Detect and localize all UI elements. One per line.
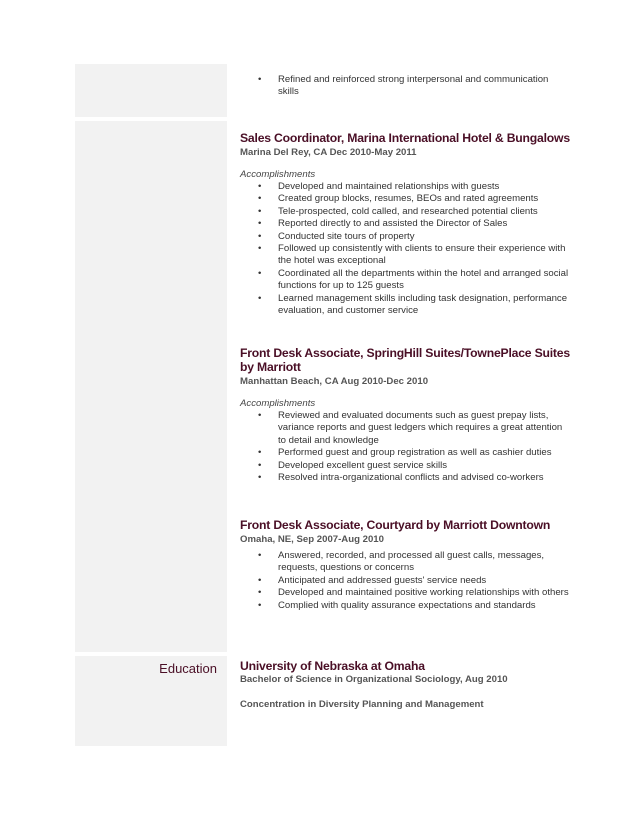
list-item: • Refined and reinforced strong interpersonal and communication skills	[258, 74, 549, 98]
list-item: • Answered, recorded, and processed all guest calls, messages, requests, questions or concerns	[258, 550, 545, 574]
bullet-list	[240, 410, 570, 484]
accomplishments-label: Accomplishments	[240, 169, 316, 180]
bullet-list	[240, 550, 570, 612]
list-item: • Tele-prospected, cold called, and researched potential clients	[258, 205, 538, 217]
job-entry	[240, 346, 570, 484]
list-item: • Anticipated and addressed guests' service needs	[258, 574, 487, 586]
job-title: Front Desk Associate, Courtyard by Marriott Downtown	[240, 518, 551, 532]
job-title: Sales Coordinator, Marina International Hotel & Bungalows	[240, 131, 570, 145]
bullet-list	[240, 74, 565, 99]
sidebar-block-education	[75, 656, 227, 746]
list-item: • Complied with quality assurance expectations and standards	[258, 599, 536, 611]
job-meta: Omaha, NE, Sep 2007-Aug 2010	[240, 534, 384, 545]
job-meta: Marina Del Rey, CA Dec 2010-May 2011	[240, 147, 417, 158]
list-item: • Created group blocks, resumes, BEOs and rated agreements	[258, 193, 539, 205]
list-item: • Developed excellent guest service skills	[258, 459, 448, 471]
sidebar-block	[75, 64, 227, 117]
degree: Bachelor of Science in Organizational Sociology, Aug 2010	[240, 674, 508, 685]
school-name: University of Nebraska at Omaha	[240, 659, 425, 673]
concentration: Concentration in Diversity Planning and Management	[240, 699, 484, 710]
list-item: • Reported directly to and assisted the Director of Sales	[258, 218, 508, 230]
list-item: • Performed guest and group registration as well as cashier duties	[258, 447, 552, 459]
top-bullet-list	[240, 74, 565, 99]
job-title: Front Desk Associate, SpringHill Suites/TownePlace Suites by Marriott	[240, 346, 570, 374]
job-meta: Manhattan Beach, CA Aug 2010-Dec 2010	[240, 376, 429, 387]
bullet-list	[240, 181, 570, 317]
list-item: • Developed and maintained relationships with guests	[258, 181, 500, 192]
list-item: • Developed and maintained positive working relationships with others	[258, 587, 569, 599]
accomplishments-label: Accomplishments	[240, 398, 316, 409]
list-item: • Conducted site tours of property	[258, 230, 415, 242]
list-item: • Reviewed and evaluated documents such as guest prepay lists, variance reports and guest ledgers which requires a great attention to detail and knowledge	[258, 410, 563, 446]
sidebar-block	[75, 121, 227, 652]
section-label-education: Education	[159, 661, 217, 676]
list-item: • Resolved intra-organizational conflicts and advised co-workers	[258, 472, 544, 484]
list-item: • Followed up consistently with clients to ensure their experience with the hotel was exceptional	[258, 243, 566, 267]
list-item: • Learned management skills including task designation, performance evaluation, and customer service	[258, 292, 568, 317]
list-item: • Coordinated all the departments within the hotel and arranged social functions for up to 125 guests	[258, 267, 569, 292]
job-entry	[240, 131, 570, 317]
job-entry	[240, 518, 570, 612]
education-entry	[240, 659, 570, 711]
